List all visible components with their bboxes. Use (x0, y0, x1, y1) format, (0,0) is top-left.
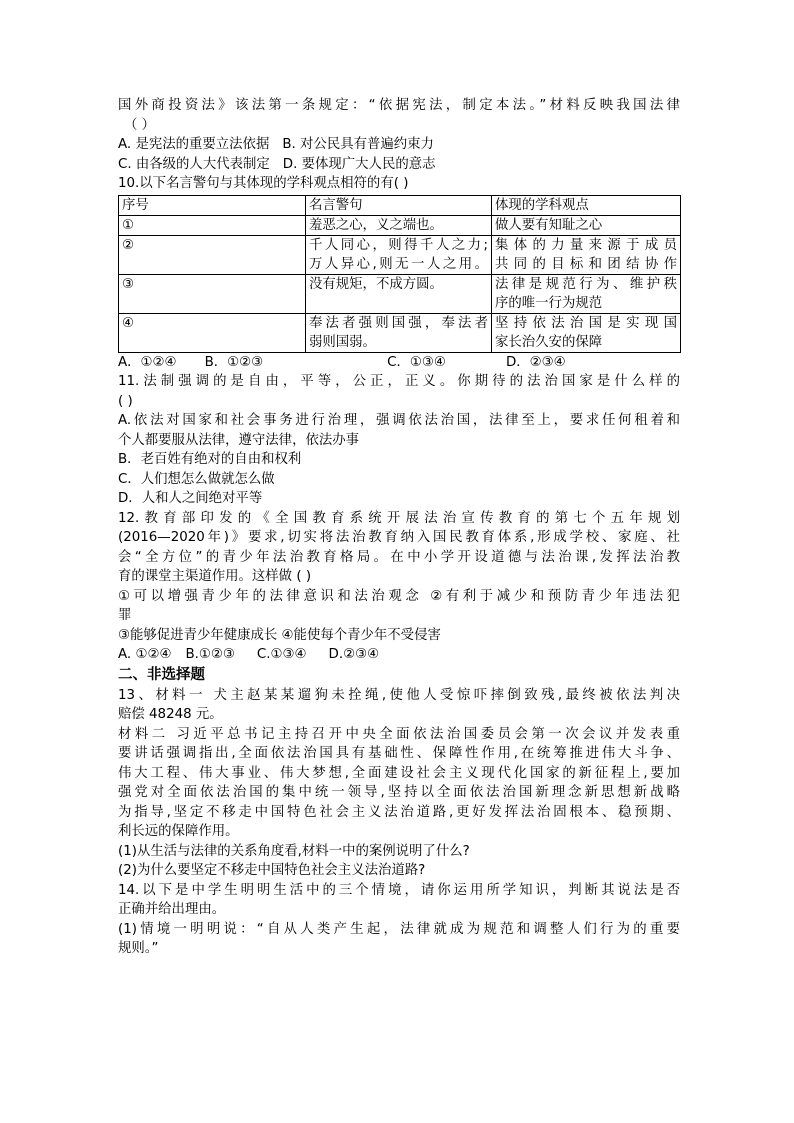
q11-stem: 11.法制强调的是自由，平等，公正，正义。你期待的法治国家是什么样的 (118, 374, 680, 389)
q10-option-a: A．①②④ (118, 354, 177, 370)
q14-scenario: 规则。” (118, 941, 159, 956)
q10-stem: 10.以下名言警句与其体现的学科观点相符的有( ) (118, 176, 409, 191)
q12-options (118, 645, 680, 665)
q11-option-a: A.依法对国家和社会事务进行治理，强调依法治国，法律至上，要求任何租着和 (118, 413, 680, 428)
q12-stem: (2016—2020年)》要求,切实将法治教育纳入国民教育体系,形成学校、家庭、社 (118, 530, 680, 545)
text-line: 国外商投资法》该法第一条规定：“依据宪法，制定本法。”材料反映我国法律 (118, 98, 680, 113)
q13-question: (1)从生活与法律的关系角度看,材料一中的案例说明了什么? (118, 843, 470, 859)
section-heading: 二、非选择题 (118, 666, 205, 683)
q11-option-b: B．老百姓有绝对的自由和权利 (118, 452, 302, 467)
q12-statements: ③能够促进青少年健康成长 ④能使每个青少年不受侵害 (118, 627, 441, 643)
table-row (119, 274, 681, 313)
q12-stem: 会“全方位”的青少年法治教育格局。在中小学开设道德与法治课,发挥法治教 (118, 549, 680, 565)
view-line: 集体的力量来源于成员 (495, 237, 677, 253)
table-row (119, 313, 681, 352)
q9-option-c: C. 由各级的人大代表制定 (118, 156, 270, 172)
row-view (492, 215, 681, 235)
q13-question: (2)为什么要坚定不移走中国特色社会主义法治道路? (118, 863, 426, 878)
row-quote (306, 274, 492, 313)
q12-option-b: B.①②③ (185, 647, 235, 662)
q12-option-a: A. ①②④ (118, 647, 172, 662)
q11-option-c: C．人们想怎么做就怎么做 (118, 471, 275, 487)
quote-line: 弱则国弱。 (309, 334, 376, 350)
row-no: ③ (119, 274, 306, 313)
q12-statements: ①可以增强青少年的法律意识和法治观念 ②有利于减少和预防青少年违法犯 (118, 588, 680, 604)
table-row (119, 215, 681, 235)
q10-option-d: D．②③④ (505, 354, 566, 370)
q12-statements: 罪 (118, 608, 132, 623)
quote-line: 奉法者强则国强，奉法者 (309, 315, 488, 331)
q9-options-row2 (118, 155, 680, 175)
q13-material: 伟大工程、伟大事业、伟大梦想,全面建设社会主义现代化国家的新征程上,要加 (118, 765, 680, 781)
row-no: ④ (119, 313, 306, 352)
header-cell-view: 体现的学科观点 (492, 195, 681, 215)
header-cell-quote: 名言警句 (306, 195, 492, 215)
q12-option-d: D.②③④ (328, 647, 380, 662)
row-view (492, 274, 681, 313)
document-page (118, 96, 680, 959)
view-line: 共同的目标和团结协作 (495, 256, 677, 272)
quote-line: 万人异心,则无一人之用。 (309, 256, 488, 272)
quote-line: 千人同心，则得千人之力; (309, 237, 488, 253)
view-line: 法律是规范行为、维护秩 (495, 276, 677, 292)
q9-option-d: D. 要体现广大人民的意志 (282, 156, 436, 172)
q10-option-b: B．①②③ (204, 354, 264, 370)
row-view (492, 313, 681, 352)
quote-line: 羞恶之心，义之端也。 (309, 217, 443, 233)
q13-material: 赔偿 48248 元。 (118, 707, 223, 722)
view-line: 做人要有知耻之心 (495, 217, 603, 233)
answer-paren: ( ) (118, 393, 133, 409)
q13-material: 为指导,坚定不移走中国特色社会主义法治道路,更好发挥法治固根本、稳预期、 (118, 804, 680, 820)
view-line: 序的唯一行为规范 (495, 295, 603, 311)
row-quote (306, 313, 492, 352)
q9-options-row1 (118, 135, 680, 155)
q14-stem: 14.以下是中学生明明生活中的三个情境，请你运用所学知识，判断其说法是否 (118, 882, 680, 898)
q13-material: 利长远的保障作用。 (118, 824, 239, 839)
q9-option-a: A. 是宪法的重要立法依据 (118, 137, 270, 152)
row-quote (306, 215, 492, 235)
q10-options (118, 353, 680, 373)
view-line: 家长治久安的保障 (495, 334, 603, 350)
row-quote (306, 235, 492, 274)
q11-option-a-cont: 个人都要服从法律，遵守法律，依法办事 (118, 432, 360, 448)
row-view (492, 235, 681, 274)
answer-paren: （ ） (124, 117, 156, 133)
q9-option-b: B. 对公民具有普遍约束力 (282, 137, 434, 152)
table-row (119, 235, 681, 274)
q12-stem: 育的课堂主渠道作用。这样做 ( ) (118, 569, 312, 584)
header-cell-no: 序号 (119, 195, 306, 215)
q12-stem: 12.教育部印发的《全国教育系统开展法治宣传教育的第七个五年规划 (118, 510, 680, 526)
view-line: 坚持依法治国是实现国 (495, 315, 677, 331)
q13-material: 材料二 习近平总书记主持召开中央全面依法治国委员会第一次会议并发表重 (118, 726, 680, 742)
q13-material: 要讲话强调指出,全面依法治国具有基础性、保障性作用,在统筹推进伟大斗争、 (118, 746, 680, 761)
table-header-row (119, 195, 681, 215)
row-no: ② (119, 235, 306, 274)
row-no: ① (119, 215, 306, 235)
quote-line: 没有规矩，不成方圆。 (309, 276, 443, 292)
q14-scenario: (1)情境一明明说：“自从人类产生起，法律就成为规范和调整人们行为的重要 (118, 921, 680, 937)
q14-stem: 正确并给出理由。 (118, 902, 226, 917)
q11-option-d: D．人和人之间绝对平等 (118, 491, 263, 506)
q10-option-c: C．①③④ (387, 354, 446, 370)
q13-material: 强党对全面依法治国的集中统一领导,坚持以全面依法治国新理念新思想新战略 (118, 785, 680, 800)
q10-table (118, 195, 681, 353)
q13-material: 13、材料一 犬主赵某某遛狗未拴绳,使他人受惊吓摔倒致残,最终被依法判决 (118, 687, 680, 703)
q12-option-c: C.①③④ (256, 647, 307, 662)
